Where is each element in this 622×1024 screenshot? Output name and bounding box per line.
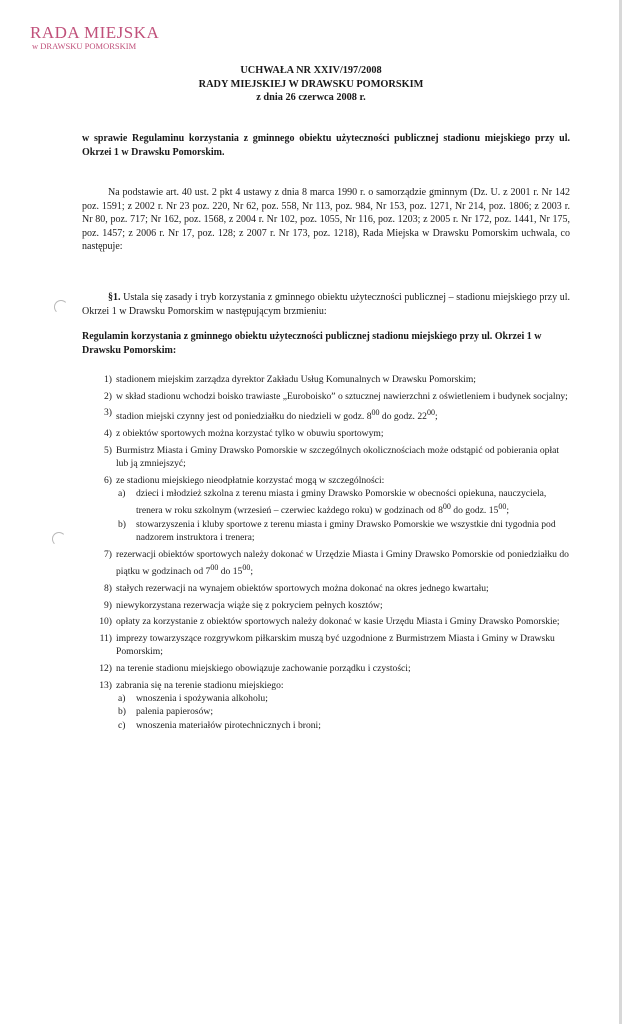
legal-basis: Na podstawie art. 40 ust. 2 pkt 4 ustawy z dnia 8 marca 1990 r. o samorządzie gminnym (Dz. U. z 2001 r. Nr 142 poz. 1591; z 2002 r. Nr 23 poz. 220, Nr 62, poz. 558, Nr 113, poz. 984, Nr 153, poz. 1271, Nr 214, poz. 1806; z 2003 r. Nr 80, poz. 717; Nr 162, poz. 1568, z 2004 r. Nr 102, poz. 1055, Nr 116, poz. 1203; z 2005 r. Nr 172, poz. 1441, Nr 175, poz. 1457; z 2006 r. Nr 17, poz. 128; z 2007 r. Nr 173, poz. 1218), Rada Miejska w Drawsku Pomorskim uchwala, co następuje: — [82, 187, 570, 253]
section-1-mark: §1. — [108, 292, 121, 303]
list-item: 2) w skład stadionu wchodzi boisko trawiaste „Euroboisko” o sztucznej nawierzchni z oświetleniem i budynek socjalny; — [104, 390, 568, 402]
list-item: 6) ze stadionu miejskiego nieodpłatnie korzystać mogą w szczególności: a) dzieci i młodzież szkolna z terenu miasta i gminy Drawsko Pomorskie w obecności opiekuna, nauczyciela, trenera w roku szkolnym (wrzesień – czerwiec każdego roku) w godzinach od $8^{00}$ do godz. $15^{00}$; b) stowarzyszenia i kluby sportowe z terenu miasta i gminy Drawsko Pomorskie we wszystkie dni tygodnia pod nadzorem instruktora i trenera; — [82, 474, 570, 545]
sub-list — [116, 487, 570, 545]
list-item: 10) opłaty za korzystanie z obiektów sportowych należy dokonać w kasie Urzędu Miasta i Gminy Drawsko Pomorskie; — [99, 616, 560, 628]
list-item: 5) Burmistrz Miasta i Gminy Drawsko Pomorskie w szczególnych okolicznościach może odstąpić od pobierania opłat lub ją zmniejszyć; — [104, 444, 560, 469]
resolution-date: z dnia 26 czerwca 2008 r. — [256, 92, 366, 103]
list-item: 3) stadion miejski czynny jest od poniedziałku do niedzieli w godz. $8^{00}$ do godz. $22^{00}$; — [104, 407, 438, 423]
resolution-subject: w sprawie Regulaminu korzystania z gminnego obiektu użyteczności publicznej stadionu miejskiego przy ul. Okrzei 1 w Drawsku Pomorskim. — [82, 133, 570, 158]
list-item: 7) rezerwacji obiektów sportowych należy dokonać w Urzędzie Miasta i Gminy Drawsko Pomorskie od poniedziałku do piątku w godzinach od $7^{00}$ do $15^{00}$; — [104, 548, 569, 578]
punch-hole-mark — [52, 532, 66, 546]
council-stamp — [30, 24, 159, 51]
regulation-title: Regulamin korzystania z gminnego obiektu użyteczności publicznej stadionu miejskiego przy ul. Okrzei 1 w Drawsku Pomorskim: — [82, 331, 542, 356]
list-item: 4) z obiektów sportowych można korzystać tylko w obuwiu sportowym; — [104, 427, 384, 439]
resolution-title: UCHWAŁA NR XXIV/197/2008 — [240, 65, 382, 76]
list-item: 11) imprezy towarzyszące rozgrywkom piłkarskim muszą być uzgodnione z Burmistrzem Miasta i Gminy w Drawsku Pomorskim; — [99, 632, 555, 658]
sub-list — [116, 692, 570, 732]
punch-hole-mark — [54, 300, 68, 314]
sub-list-item: c) wnoszenia materiałów pirotechnicznych i broni; — [118, 719, 321, 731]
resolution-header — [0, 64, 622, 105]
list-item: 9) niewykorzystana rezerwacja wiąże się z pokryciem pełnych kosztów; — [104, 599, 383, 611]
council-name: RADY MIEJSKIEJ W DRAWSKU POMORSKIM — [198, 78, 424, 90]
stamp-line-2: w DRAWSKU POMORSKIM — [32, 41, 137, 51]
list-item: 1) stadionem miejskim zarządza dyrektor Zakładu Usług Komunalnych w Drawsku Pomorskim; — [104, 374, 476, 385]
section-1-text: Ustala się zasady i tryb korzystania z gminnego obiektu użyteczności publicznej – stadionu miejskiego przy ul. Okrzei 1 w Drawsku Pomorskim w następującym brzmieniu: — [82, 292, 570, 317]
list-item: 12) na terenie stadionu miejskiego obowiązuje zachowanie porządku i czystości; — [99, 662, 411, 674]
section-1 — [82, 291, 570, 318]
list-item: 13) zabrania się na terenie stadionu miejskiego: a) wnoszenia i spożywania alkoholu; b) palenia papierosów; c) wnoszenia materiałów pirotechnicznych i broni; — [82, 679, 570, 733]
sub-list-item: a) wnoszenia i spożywania alkoholu; — [118, 692, 268, 704]
list-item: 8) stałych rezerwacji na wynajem obiektów sportowych można dokonać na okres jednego kwartału; — [104, 583, 489, 595]
sub-list-item: b) palenia papierosów; — [118, 706, 213, 718]
sub-list-item: a) dzieci i młodzież szkolna z terenu miasta i gminy Drawsko Pomorskie w obecności opiekuna, nauczyciela, trenera w roku szkolnym (wrzesień – czerwiec każdego roku) w godzinach od $8^{00}$ do godz. $15^{00}$; — [118, 487, 547, 517]
regulation-list — [82, 373, 570, 735]
stamp-line-1: RADA MIEJSKA — [30, 23, 160, 42]
sub-list-item: b) stowarzyszenia i kluby sportowe z terenu miasta i gminy Drawsko Pomorskie we wszystkie dni tygodnia pod nadzorem instruktora i trenera; — [118, 518, 556, 544]
